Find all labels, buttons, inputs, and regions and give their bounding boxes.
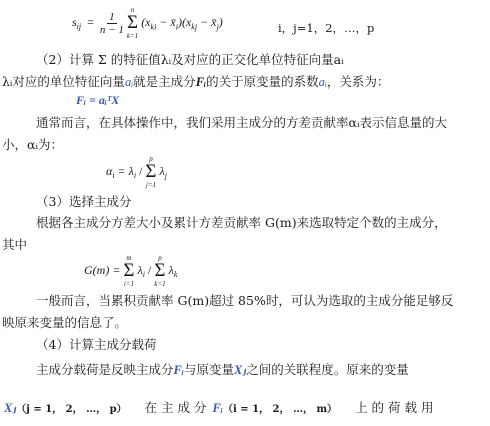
formula1-body [141, 14, 223, 32]
formula3-tail-sub: k [173, 270, 178, 280]
formula3-slash: / [144, 262, 155, 277]
step4-line2 [4, 400, 433, 418]
step3-line1: 根据各主成分方差大小及累计方差贡献率 G(m)来选取特定个数的主成分， [36, 215, 447, 230]
formula3-lhs: G(m) = [84, 262, 121, 277]
sigma-symbol: Σ [145, 161, 157, 182]
formula1-body-sub: ki [150, 22, 157, 32]
formula1-condition: i，j=1，2，…，p [278, 21, 375, 35]
para2-line2: 映原来变量的信息了。 [2, 315, 128, 330]
sigma-symbol: Σ [154, 260, 166, 281]
formula1-body-part: − x̄ [197, 14, 217, 29]
formula1-sum-bot: k=1 [126, 32, 139, 40]
formula1-body-sub: i [175, 22, 178, 32]
formula1-body-sub: j [216, 22, 219, 32]
formula2-tail-sub: j [164, 171, 167, 181]
step4-range-i: （i = 1， 2， …， m） [222, 404, 338, 415]
formula1-body-sub: kj [191, 22, 198, 32]
step4-line2-text: 在 主 成 分 [144, 400, 207, 415]
step2-line2-text: 的关于原变量的系数 [206, 74, 319, 89]
formula2-slash: / [136, 163, 146, 178]
contribution-rate-formula [106, 155, 167, 189]
formula2-sum [145, 155, 156, 189]
formula1-eq: = [87, 14, 94, 29]
step2-relation-formula: Fᵢ = aᵢᵀX [76, 93, 120, 107]
formula1-body-part: (x [141, 14, 151, 29]
formula3-sum1 [123, 254, 134, 288]
formula1-fraction [100, 11, 124, 36]
formula3-mid-sub: i [142, 270, 145, 280]
formula2-rhs-sub: i [133, 171, 137, 181]
formula2-tail: λ [159, 163, 165, 178]
formula3-sum2-top: p [158, 254, 162, 262]
step2-line1: （2）计算 Σ 的特征值λᵢ及对应的正交化单位特征向量aᵢ [36, 52, 344, 67]
para1-line1: 通常而言，在具体操作中，我们采用主成分的方差贡献率αᵢ表示信息量的大 [36, 115, 447, 130]
step2-line2-text: 就是主成分 [133, 74, 196, 89]
formula2-lhs-sub: i [112, 171, 115, 181]
cumulative-contribution-formula [84, 254, 177, 288]
formula3-tail: λ [168, 262, 174, 277]
formula1-frac-den: n − 1 [99, 23, 124, 36]
formula1-sum [127, 6, 138, 40]
step2-line2 [2, 74, 389, 90]
sigma-symbol: Σ [126, 12, 139, 33]
step4-line1-text: 与原变量 [183, 362, 234, 377]
formula1-body-part: − x̄ [156, 14, 176, 29]
step4-line1 [36, 362, 409, 378]
formula1-lhs-sub: ij [76, 22, 82, 32]
formula3-sum2-bot: k=1 [154, 280, 166, 288]
formula3-sum1-top: m [126, 254, 132, 262]
formula3-sum2 [154, 254, 165, 288]
formula2-sum-top: p [149, 155, 153, 163]
formula2-lhs: α [106, 163, 113, 178]
sigma-symbol: Σ [123, 260, 135, 281]
formula1-body-part: ) [218, 14, 223, 29]
step2-line2-text: ，关系为： [326, 74, 390, 89]
vector-a-symbol: aᵢ [124, 75, 134, 89]
variable-x-symbol: Xⱼ [234, 363, 247, 377]
formula2-rhs: = λ [117, 163, 134, 178]
formula2-sum-bot: j=1 [145, 181, 157, 189]
step3-heading: （3）选择主成分 [36, 194, 132, 209]
covariance-formula [72, 6, 223, 40]
para1-line2: 小，αᵢ为： [2, 137, 63, 152]
vector-a-symbol: aᵢ [318, 75, 327, 89]
formula1-body-part: )(x [177, 14, 192, 29]
step4-heading: （4）计算主成分载荷 [36, 337, 157, 352]
formula1-frac-num: 1 [109, 10, 115, 23]
step2-line2-text: λᵢ对应的单位特征向量 [2, 74, 125, 89]
formula3-mid: λ [137, 262, 143, 277]
variable-x-symbol: Xⱼ [4, 401, 17, 415]
step4-line1-text: 主成分载荷是反映主成分 [36, 362, 174, 377]
component-f-symbol: Fᵢ [212, 401, 223, 415]
step3-line2: 其中 [2, 237, 28, 252]
step4-line2-text: 上 的 荷 载 用 [355, 400, 434, 415]
formula1-lhs: s [72, 14, 77, 29]
para2-line1: 一般而言，当累积贡献率 G(m)超过 85%时，可认为选取的主成分能足够反 [36, 293, 454, 308]
formula3-sum1-bot: i=1 [123, 280, 135, 288]
formula1-sum-top: n [130, 6, 135, 14]
component-f-symbol: Fᵢ [195, 75, 207, 89]
component-f-symbol: Fᵢ [173, 363, 184, 377]
step4-range-j: （j = 1， 2， …， p） [16, 404, 127, 415]
step4-line1-text: 之间的关联程度。原来的变量 [246, 362, 409, 377]
